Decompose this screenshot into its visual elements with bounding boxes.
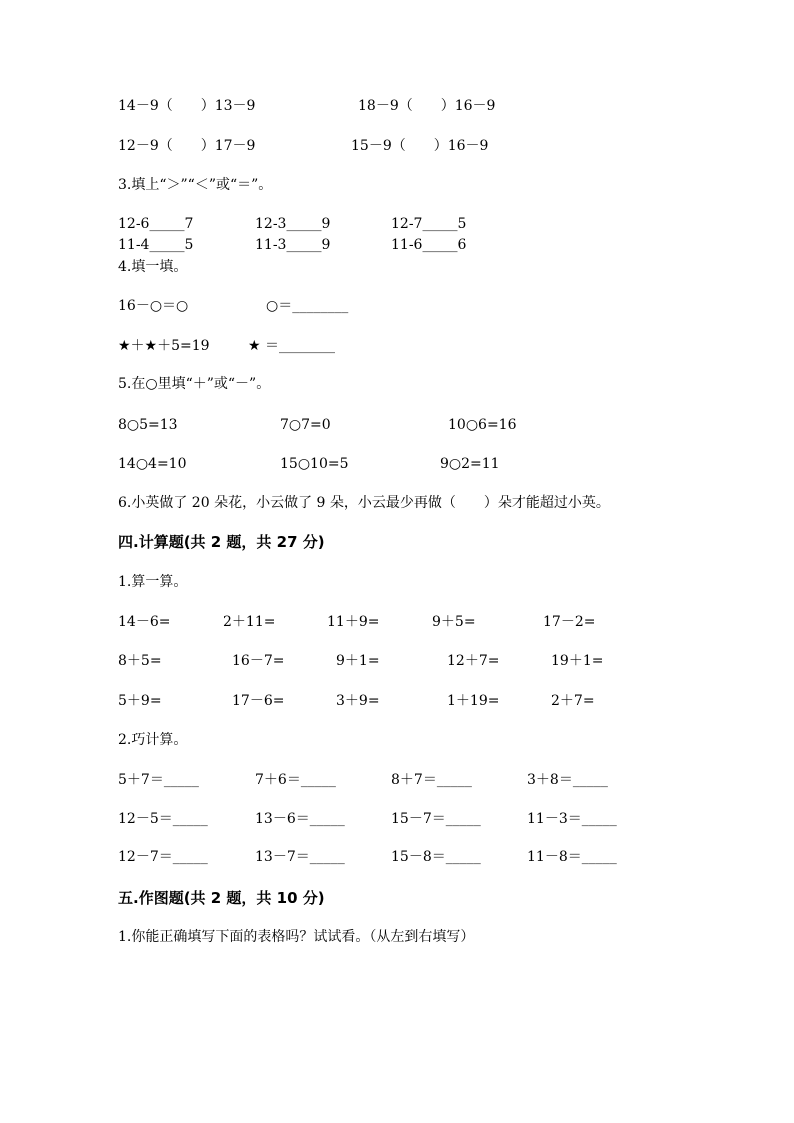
section-5-heading: 五.作图题(共 2 题，共 10 分): [118, 889, 325, 907]
q3-item: 12-7_____5: [391, 216, 467, 232]
smart-calc-item: 8＋7＝_____: [391, 772, 472, 788]
calc-item: 5＋9=: [118, 693, 162, 709]
smart-calc-item: 11－3＝_____: [527, 811, 617, 827]
calc-item: 8＋5=: [118, 653, 162, 669]
compare-item: 15－9（ ）16－9: [351, 138, 489, 154]
q5-item: 14○4=10: [118, 456, 187, 472]
smart-calc-item: 13－6＝_____: [255, 811, 345, 827]
smart-calc-item: 15－7＝_____: [391, 811, 481, 827]
q3-item: 11-4_____5: [118, 237, 194, 253]
calc-item: 1＋19=: [447, 693, 500, 709]
compare-item: 12－9（ ）17－9: [118, 138, 256, 154]
smart-calc-item: 7＋6＝_____: [255, 772, 336, 788]
question-6-text: 6.小英做了 20 朵花，小云做了 9 朵，小云最少再做（ ）朵才能超过小英。: [118, 495, 610, 511]
q3-item: 11-6_____6: [391, 237, 467, 253]
q4-item: 16－○＝○: [118, 298, 189, 314]
q5-item: 9○2=11: [440, 456, 500, 472]
section-4-q1-title: 1.算一算。: [118, 574, 188, 590]
question-3-title: 3.填上“＞”“＜”或“＝”。: [118, 177, 273, 193]
q4-item: ★ ＝________: [248, 338, 336, 354]
calc-item: 9＋1=: [336, 653, 380, 669]
smart-calc-item: 5＋7＝_____: [118, 772, 199, 788]
compare-item: 18－9（ ）16－9: [358, 98, 496, 114]
calc-item: 3＋9=: [336, 693, 380, 709]
smart-calc-item: 15－8＝_____: [391, 849, 481, 865]
question-4-title: 4.填一填。: [118, 259, 188, 275]
calc-item: 2＋11=: [223, 614, 276, 630]
smart-calc-item: 12－5＝_____: [118, 811, 208, 827]
calc-item: 14－6=: [118, 614, 171, 630]
q3-item: 12-3_____9: [255, 216, 331, 232]
q3-item: 11-3_____9: [255, 237, 331, 253]
smart-calc-item: 13－7＝_____: [255, 849, 345, 865]
q4-item: ○＝________: [266, 298, 349, 314]
calc-item: 2＋7=: [551, 693, 595, 709]
calc-item: 9＋5=: [432, 614, 476, 630]
calc-item: 12＋7=: [447, 653, 500, 669]
q5-item: 10○6=16: [448, 417, 517, 433]
calc-item: 17－2=: [543, 614, 596, 630]
calc-item: 16－7=: [232, 653, 285, 669]
calc-item: 17－6=: [232, 693, 285, 709]
q4-item: ★＋★＋5=19: [118, 338, 210, 354]
question-5-title: 5.在○里填“＋”或“－”。: [118, 376, 271, 392]
calc-item: 11＋9=: [327, 614, 380, 630]
calc-item: 19＋1=: [551, 653, 604, 669]
q3-item: 12-6_____7: [118, 216, 194, 232]
section-5-q1-text: 1.你能正确填写下面的表格吗？试试看。（从左到右填写）: [118, 929, 475, 945]
section-4-q2-title: 2.巧计算。: [118, 732, 188, 748]
smart-calc-item: 12－7＝_____: [118, 849, 208, 865]
smart-calc-item: 11－8＝_____: [527, 849, 617, 865]
compare-item: 14－9（ ）13－9: [118, 98, 256, 114]
q5-item: 15○10=5: [280, 456, 349, 472]
smart-calc-item: 3＋8＝_____: [527, 772, 608, 788]
q5-item: 8○5=13: [118, 417, 178, 433]
q5-item: 7○7=0: [280, 417, 331, 433]
section-4-heading: 四.计算题(共 2 题，共 27 分): [118, 533, 325, 551]
